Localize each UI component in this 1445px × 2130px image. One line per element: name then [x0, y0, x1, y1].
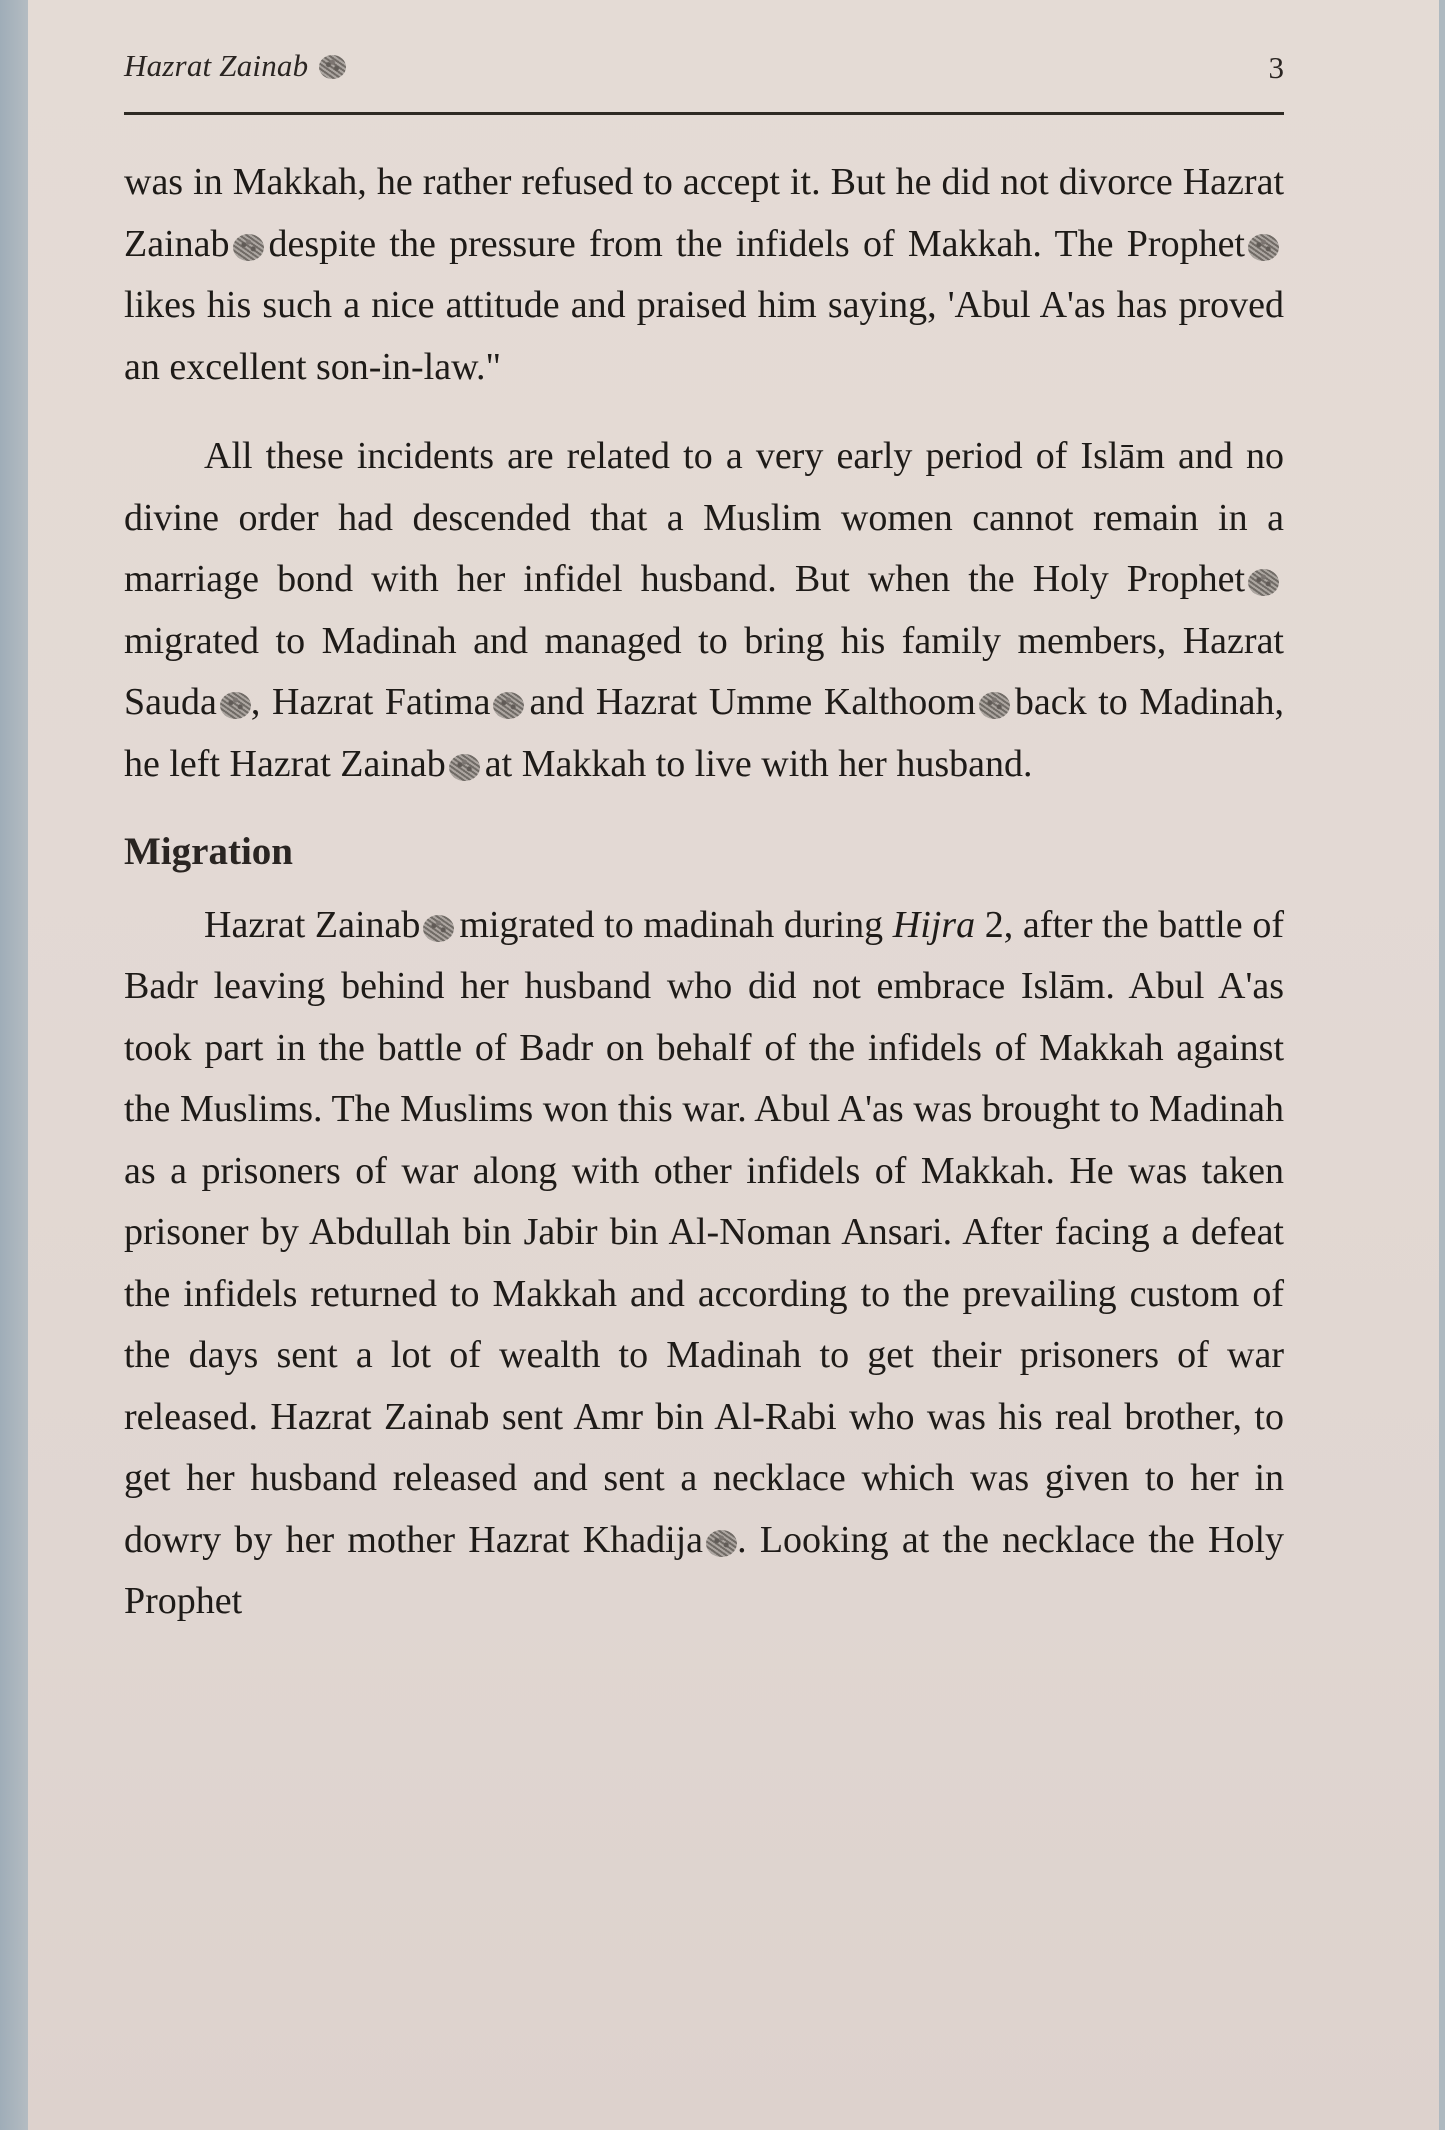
honorific-calligraphy-icon [319, 55, 346, 79]
honorific-calligraphy-icon [1248, 234, 1279, 261]
text-run: Hazrat Zainab [204, 903, 421, 946]
honorific-calligraphy-icon [220, 692, 251, 719]
honorific-calligraphy-icon [233, 234, 264, 261]
text-run: , Hazrat Fatima [250, 681, 491, 723]
italic-term: Hijra [892, 903, 976, 946]
honorific-calligraphy-icon [706, 1530, 737, 1557]
text-run: despite the pressure from the infidels of Makkah. The Prophet [268, 222, 1245, 265]
text-run: 2, after the battle of Badr leaving behind her husband who did not embrace Islām. Abul A'as took part in the battle of Badr on behalf of the infidels of Makkah against the Muslims. The Muslims won this war. Abul A'as was brought to Madinah as a prisoners of war along with other infidels of Makkah. He was taken prisoner by Abdullah bin Jabir bin Al-Noman Ansari. After facing a defeat the infidels returned to Makkah and according to the prevailing custom of the days sent a lot of wealth to Madinah to get their prisoners of war released. Hazrat Zainab sent Amr bin Al-Rabi who was his real brother, to get her husband released and sent a necklace which was given to her in dowry by her mother Hazrat Khadija [124, 903, 1284, 1561]
text-run: back to Madinah, he left Hazrat Zainab [124, 681, 1284, 785]
honorific-calligraphy-icon [979, 692, 1010, 719]
text-run: was in Makkah, he rather refused to accept it. But he did not divorce Hazrat Zainab [124, 161, 1284, 265]
honorific-calligraphy-icon [423, 915, 454, 942]
book-page [28, 0, 1439, 2130]
text-run: migrated to Madinah and managed to bring his family members, Hazrat Sauda [124, 619, 1284, 723]
paragraph-p1 [124, 152, 1284, 398]
running-head-title [124, 48, 351, 84]
text-run: . Looking at the necklace the Holy Prophet [124, 1518, 1285, 1622]
page-body [124, 152, 1284, 1633]
text-run: All these incidents are related to a very early period of Islām and no divine order had descended that a Muslim women cannot remain in a marriage bond with her infidel husband. But when the Holy Prophet [124, 435, 1284, 600]
honorific-calligraphy-icon [493, 692, 524, 719]
body-paragraphs [124, 152, 1284, 795]
paragraph-p2 [124, 426, 1284, 795]
paragraph-p3 [124, 895, 1284, 1633]
running-head [124, 48, 1284, 98]
page-number: 3 [1268, 50, 1284, 85]
section-paragraphs [124, 895, 1284, 1633]
text-run: migrated to madinah during [459, 903, 893, 946]
text-run: at Makkah to live with her husband. [484, 742, 1033, 785]
background-edge-right [1439, 0, 1445, 2130]
text-run: and Hazrat Umme Kalthoom [529, 681, 976, 723]
running-head-title-text: Hazrat Zainab [124, 48, 309, 83]
section-heading: Migration [124, 830, 293, 873]
background-edge-left [0, 0, 28, 2130]
honorific-calligraphy-icon [1248, 569, 1279, 596]
header-rule-divider [124, 112, 1284, 115]
honorific-calligraphy-icon [449, 754, 480, 781]
text-run: likes his such a nice attitude and praised him saying, 'Abul A'as has proved an excellent son-in-law." [124, 284, 1284, 388]
